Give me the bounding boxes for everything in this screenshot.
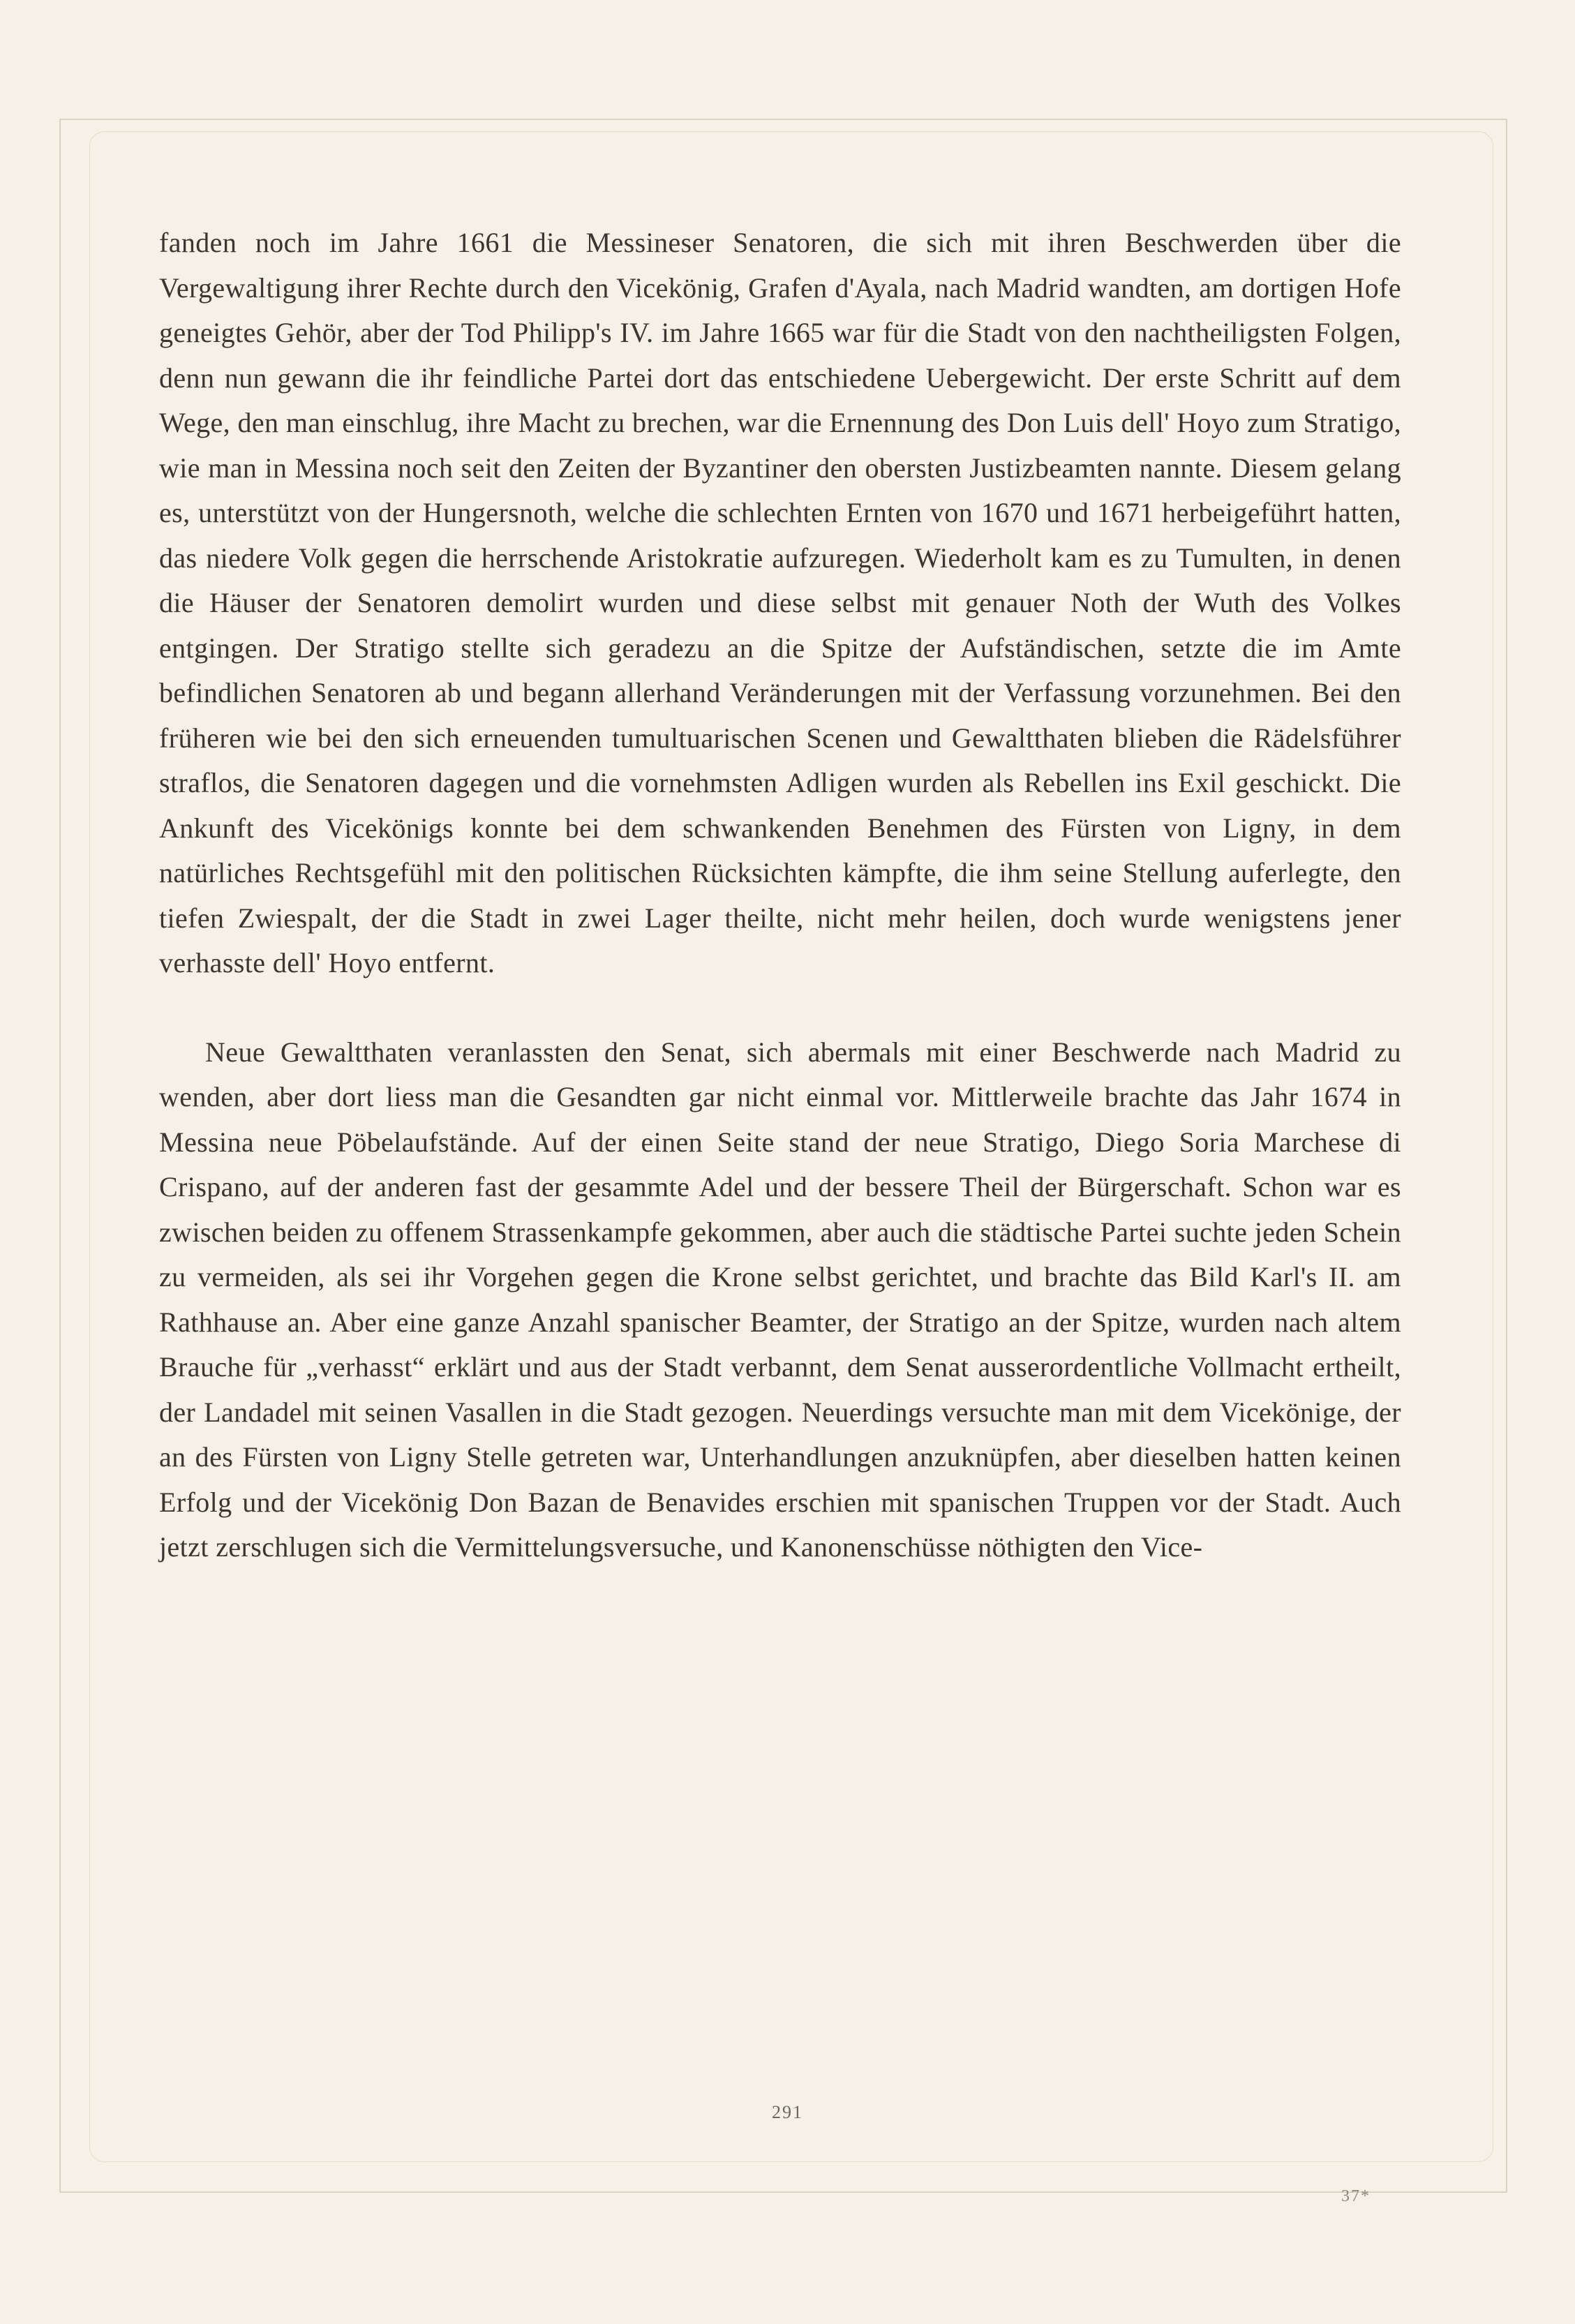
signature-mark: 37* [1341, 2187, 1371, 2205]
page-number: 291 [772, 2102, 803, 2122]
body-text [159, 221, 1401, 1570]
paragraph-1: fanden noch im Jahre 1661 die Messineser Senatoren, die sich mit ihren Beschwerden über die Vergewaltigung ihrer Rechte durch den Vicekönig, Grafen d'Ayala, nach Madrid wandten, am dortigen Hofe geneigtes Gehör, aber der Tod Philipp's IV. im Jahre 1665 war für die Stadt von den nachtheiligsten Folgen, denn nun gewann die ihr feindliche Partei dort das entschiedene Uebergewicht. Der erste Schritt auf dem Wege, den man einschlug, ihre Macht zu brechen, war die Ernennung des Don Luis dell' Hoyo zum Stratigo, wie man in Messina noch seit den Zeiten der Byzantiner den obersten Justizbeamten nannte. Diesem gelang es, unterstützt von der Hungersnoth, welche die schlechten Ernten von 1670 und 1671 herbeigeführt hatten, das niedere Volk gegen die herrschende Aristokratie aufzuregen. Wiederholt kam es zu Tumulten, in denen die Häuser der Senatoren demolirt wurden und diese selbst mit genauer Noth der Wuth des Volkes entgingen. Der Stratigo stellte sich geradezu an die Spitze der Aufständischen, setzte die im Amte befindlichen Senatoren ab und begann allerhand Veränderungen mit der Verfassung vorzunehmen. Bei den früheren wie bei den sich erneuenden tumultuarischen Scenen und Gewaltthaten blieben die Rädelsführer straflos, die Senatoren dagegen und die vornehmsten Adligen wurden als Rebellen ins Exil geschickt. Die Ankunft des Vicekönigs konnte bei dem schwankenden Benehmen des Fürsten von Ligny, in dem natürliches Rechtsgefühl mit den politischen Rücksichten kämpfte, die ihm seine Stellung auferlegte, den tiefen Zwiespalt, der die Stadt in zwei Lager theilte, nicht mehr heilen, doch wurde wenigstens jener verhasste dell' Hoyo entfernt. [159, 227, 1401, 978]
paragraph-2: Neue Gewaltthaten veranlassten den Senat, sich abermals mit einer Beschwerde nach Madrid zu wenden, aber dort liess man die Gesandten gar nicht einmal vor. Mittlerweile brachte das Jahr 1674 in Messina neue Pöbelaufstände. Auf der einen Seite stand der neue Stratigo, Diego Soria Marchese di Crispano, auf der anderen fast der gesammte Adel und der bessere Theil der Bürgerschaft. Schon war es zwischen beiden zu offenem Strassenkampfe gekommen, aber auch die städtische Partei suchte jeden Schein zu vermeiden, als sei ihr Vorgehen gegen die Krone selbst gerichtet, und brachte das Bild Karl's II. am Rathhause an. Aber eine ganze Anzahl spanischer Beamter, der Stratigo an der Spitze, wurden nach altem Brauche für „verhasst“ erklärt und aus der Stadt verbannt, dem Senat ausserordentliche Vollmacht ertheilt, der Landadel mit seinen Vasallen in die Stadt gezogen. Neuerdings versuchte man mit dem Vicekönige, der an des Fürsten von Ligny Stelle getreten war, Unterhandlungen anzuknüpfen, aber dieselben hatten keinen Erfolg und der Vicekönig Don Bazan de Benavides erschien mit spanischen Truppen vor der Stadt. Auch jetzt zerschlugen sich die Vermittelungsversuche, und Kanonenschüsse nöthigten den Vice- [159, 1036, 1401, 1563]
